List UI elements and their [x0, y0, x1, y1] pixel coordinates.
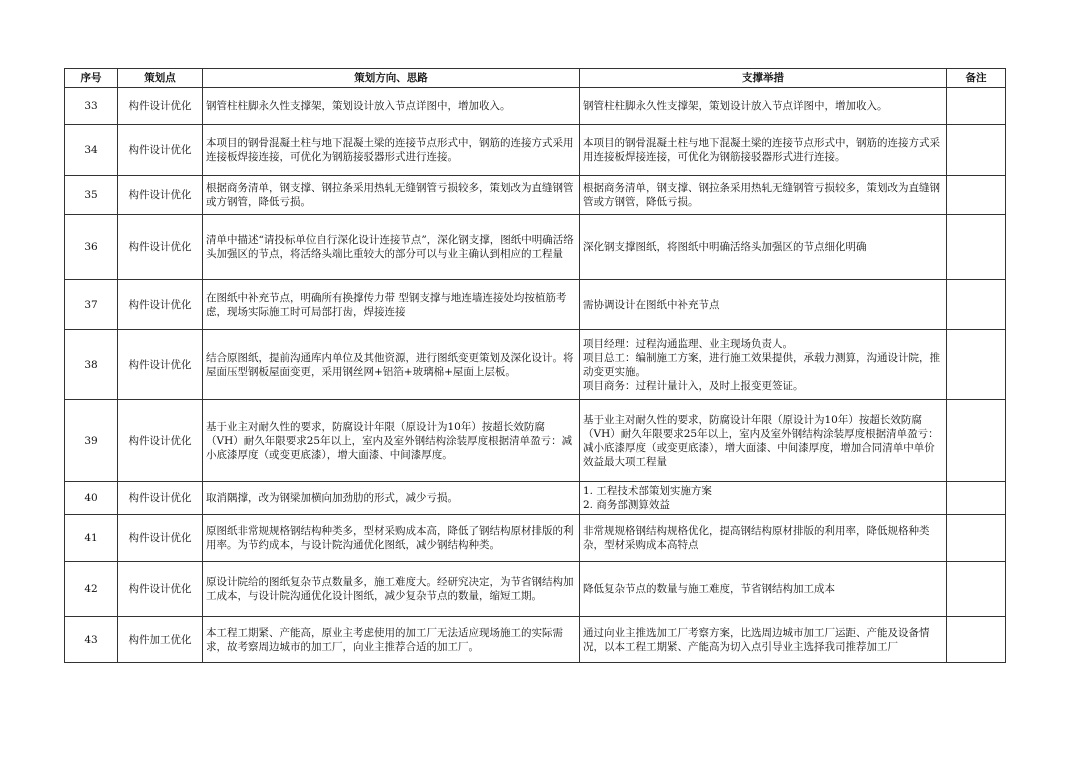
- support-line: 钢管柱柱脚永久性支撑架，策划设计放入节点详图中，增加收入。: [583, 100, 888, 112]
- row-point: 构件设计优化: [118, 280, 203, 330]
- row-point: 构件设计优化: [118, 482, 203, 515]
- row-no: 34: [65, 125, 118, 176]
- row-support: [580, 125, 947, 176]
- support-line: 降低复杂节点的数量与施工难度，节省钢结构加工成本: [583, 583, 835, 595]
- row-remark: [947, 482, 1006, 515]
- row-remark: [947, 88, 1006, 125]
- row-support: [580, 617, 947, 663]
- header-support: 支撑举措: [580, 69, 947, 88]
- row-no: 41: [65, 515, 118, 562]
- row-point: 构件设计优化: [118, 562, 203, 617]
- row-direction: 清单中描述“请投标单位自行深化设计连接节点”，深化钢支撑，图纸中明确活络头加强区的节点，将活络头端比重较大的部分可以与业主确认到相应的工程量: [203, 215, 580, 280]
- row-support: [580, 176, 947, 215]
- row-support: [580, 562, 947, 617]
- support-line: 根据商务清单，钢支撑、钢拉条采用热轧无缝钢管亏损较多，策划改为直缝钢管或方钢管，降低亏损。: [583, 182, 940, 208]
- row-remark: [947, 330, 1006, 400]
- row-remark: [947, 125, 1006, 176]
- row-no: 33: [65, 88, 118, 125]
- support-line: 1. 工程技术部策划实施方案: [583, 485, 712, 497]
- row-support: [580, 88, 947, 125]
- header-direction: 策划方向、思路: [203, 69, 580, 88]
- row-support: [580, 215, 947, 280]
- table-row: [65, 482, 1006, 515]
- row-no: 38: [65, 330, 118, 400]
- row-direction: 根据商务清单，钢支撑、钢拉条采用热轧无缝钢管亏损较多，策划改为直缝钢管或方钢管，降低亏损。: [203, 176, 580, 215]
- header-point: 策划点: [118, 69, 203, 88]
- row-direction: 钢管柱柱脚永久性支撑架，策划设计放入节点详图中，增加收入。: [203, 88, 580, 125]
- support-line: 深化钢支撑图纸，将图纸中明确活络头加强区的节点细化明确: [583, 241, 867, 253]
- support-line: 本项目的钢骨混凝土柱与地下混凝土梁的连接节点形式中，钢筋的连接方式采用连接板焊接连接，可优化为钢筋接驳器形式进行连接。: [583, 137, 940, 163]
- row-direction: 原图纸非常规规格钢结构种类多，型材采购成本高，降低了钢结构原材排版的利用率。为节约成本，与设计院沟通优化图纸，减少钢结构种类。: [203, 515, 580, 562]
- table-row: [65, 280, 1006, 330]
- row-point: 构件设计优化: [118, 330, 203, 400]
- table-row: [65, 330, 1006, 400]
- row-remark: [947, 515, 1006, 562]
- row-support: [580, 400, 947, 482]
- table-row: [65, 400, 1006, 482]
- row-point: 构件设计优化: [118, 88, 203, 125]
- support-line: 项目经理：过程沟通监理、业主现场负责人。: [583, 337, 793, 350]
- row-no: 42: [65, 562, 118, 617]
- table-row: [65, 617, 1006, 663]
- support-line: 非常规规格钢结构规格优化，提高钢结构原材排版的利用率，降低规格种类杂，型材采购成本高特点: [583, 525, 930, 551]
- row-remark: [947, 280, 1006, 330]
- row-no: 43: [65, 617, 118, 663]
- table-row: [65, 562, 1006, 617]
- row-direction: 本工程工期紧、产能高，原业主考虑使用的加工厂无法适应现场施工的实际需求，故考察周边城市的加工厂，向业主推荐合适的加工厂。: [203, 617, 580, 663]
- table-row: [65, 515, 1006, 562]
- row-direction: 本项目的钢骨混凝土柱与地下混凝土梁的连接节点形式中，钢筋的连接方式采用连接板焊接连接，可优化为钢筋接驳器形式进行连接。: [203, 125, 580, 176]
- row-point: 构件设计优化: [118, 515, 203, 562]
- row-point: 构件设计优化: [118, 215, 203, 280]
- row-point: 构件设计优化: [118, 400, 203, 482]
- table-row: [65, 88, 1006, 125]
- row-remark: [947, 617, 1006, 663]
- row-direction: 在图纸中补充节点，明确所有换撑传力带 型钢支撑与地连墙连接处均按植筋考虑，现场实际施工时可局部打齿，焊接连接: [203, 280, 580, 330]
- row-support: [580, 280, 947, 330]
- row-no: 36: [65, 215, 118, 280]
- row-remark: [947, 176, 1006, 215]
- table-row: [65, 176, 1006, 215]
- measures-table: [64, 68, 1006, 663]
- row-point: 构件设计优化: [118, 176, 203, 215]
- row-support: [580, 330, 947, 400]
- support-line: 项目总工：编制施工方案，进行施工效果提供，承载力测算，沟通设计院，推动变更实施。: [583, 351, 940, 378]
- row-no: 39: [65, 400, 118, 482]
- support-line: 基于业主对耐久性的要求，防腐设计年限（原设计为10年）按超长效防腐（VH）耐久年限要求25年以上，室内及室外钢结构涂装厚度根据清单盈亏：减小底漆厚度（或变更底漆），增大面漆、中间漆厚度，增加合同清单中单价效益最大项工程量: [583, 413, 939, 468]
- row-point: 构件加工优化: [118, 617, 203, 663]
- row-remark: [947, 400, 1006, 482]
- row-direction: 原设计院给的图纸复杂节点数量多，施工难度大。经研究决定，为节省钢结构加工成本，与设计院沟通优化设计图纸，减少复杂节点的数量，缩短工期。: [203, 562, 580, 617]
- support-line: 2. 商务部测算效益: [583, 499, 670, 511]
- support-line: 项目商务：过程计量计入，及时上报变更签证。: [583, 379, 804, 392]
- row-support: [580, 482, 947, 515]
- support-line: 通过向业主推选加工厂考察方案，比选周边城市加工厂运距、产能及设备情况，以本工程工期紧、产能高为切入点引导业主选择我司推荐加工厂: [583, 626, 930, 653]
- row-no: 40: [65, 482, 118, 515]
- header-remark: 备注: [947, 69, 1006, 88]
- row-support: [580, 515, 947, 562]
- row-point: 构件设计优化: [118, 125, 203, 176]
- row-remark: [947, 215, 1006, 280]
- row-direction: 结合原图纸，提前沟通库内单位及其他资源，进行图纸变更策划及深化设计。将屋面压型钢板屋面变更，采用钢丝网+铝箔+玻璃棉+屋面上层板。: [203, 330, 580, 400]
- row-direction: 基于业主对耐久性的要求，防腐设计年限（原设计为10年）按超长效防腐（VH）耐久年限要求25年以上，室内及室外钢结构涂装厚度根据清单盈亏：减小底漆厚度（或变更底漆），增大面漆、中间漆厚度。: [203, 400, 580, 482]
- row-no: 37: [65, 280, 118, 330]
- header-row: [65, 69, 1006, 88]
- row-no: 35: [65, 176, 118, 215]
- table-row: [65, 125, 1006, 176]
- header-no: 序号: [65, 69, 118, 88]
- row-remark: [947, 562, 1006, 617]
- support-line: 需协调设计在图纸中补充节点: [583, 298, 720, 311]
- row-direction: 取消隅撑，改为钢梁加横向加劲肋的形式，减少亏损。: [203, 482, 580, 515]
- table-row: [65, 215, 1006, 280]
